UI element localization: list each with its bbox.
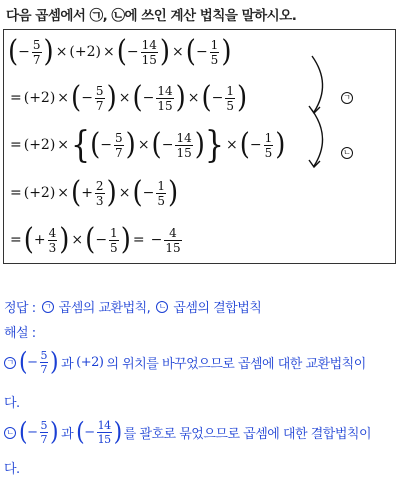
fraction: $\frac{5}{7}$	[40, 419, 47, 446]
calc-row-1: ( − $\frac{5}{7}$ ) × (+2) × ( − $\frac{14}{15}$ ) × ( − $\frac{1}{5}$ )	[8, 34, 232, 70]
fraction: $\frac{1}{5}$	[157, 178, 165, 208]
fraction: $\frac{1}{5}$	[210, 37, 219, 67]
answer-line: 정답 : ㄱ 곱셈의 교환법칙, ㄴ 곱셈의 결합법칙	[4, 301, 262, 316]
label-circle-b: ㄴ	[4, 427, 16, 439]
curved-arrow-icon	[306, 104, 336, 176]
fraction: $\frac{14}{15}$	[97, 419, 111, 446]
fraction: $\frac{2}{3}$	[95, 178, 104, 208]
fraction: $\frac{1}{5}$	[264, 130, 273, 160]
explanation-line-1: ㄱ ( − $\frac{5}{7}$ ) 과 (+2) 의 위치를 바꾸었으므로 곱셈에 대한 교환법칙이	[4, 350, 366, 375]
explanation-line-2-end: 다.	[4, 462, 20, 477]
calc-row-2: = (+2) × ( − $\frac{5}{7}$ ) × ( − $\frac{14}{15}$ ) × ( − $\frac{1}{5}$ )	[10, 80, 248, 116]
explanation-label: 해설 :	[4, 326, 36, 341]
calc-row-5: = ( + $\frac{4}{3}$ ) × ( − $\frac{1}{5}$ ) = − $\frac{4}{15}$	[10, 222, 181, 258]
fraction: $\frac{4}{15}$	[165, 225, 181, 255]
fraction: $\frac{14}{15}$	[141, 37, 157, 67]
fraction: $\frac{1}{5}$	[110, 225, 118, 255]
calc-row-3: = (+2) × { ( − $\frac{5}{7}$ ) × ( − $\frac{14}{15}$ ) } × ( − $\frac{1}{5}$ )	[10, 124, 286, 166]
label-circle-b: ㄴ	[341, 147, 353, 159]
fraction: $\frac{5}{7}$	[32, 37, 41, 67]
question-text: 다음 곱셈에서 ㉠, ㉡에 쓰인 계산 법칙을 말하시오.	[6, 8, 297, 24]
label-circle-a: ㄱ	[4, 357, 16, 369]
label-circle-a: ㄱ	[42, 301, 54, 313]
fraction: $\frac{5}{7}$	[95, 83, 104, 113]
explanation-line-2: ㄴ ( − $\frac{5}{7}$ ) 과 ( − $\frac{14}{15}$ ) 를 괄호로 묶었으므로 곱셈에 대한 결합법칙이	[4, 420, 371, 445]
fraction: $\frac{14}{15}$	[176, 130, 192, 160]
fraction: $\frac{4}{3}$	[48, 225, 57, 255]
label-circle-b: ㄴ	[156, 301, 168, 313]
fraction: $\frac{1}{5}$	[226, 83, 235, 113]
explanation-line-1-end: 다.	[4, 396, 20, 411]
calculation-box	[3, 29, 396, 264]
label-circle-a: ㄱ	[341, 92, 353, 104]
fraction: $\frac{14}{15}$	[157, 83, 173, 113]
fraction: $\frac{5}{7}$	[40, 349, 47, 376]
fraction: $\frac{5}{7}$	[115, 130, 123, 160]
calc-row-4: = (+2) × ( + $\frac{2}{3}$ ) × ( − $\frac{1}{5}$ )	[10, 175, 179, 211]
